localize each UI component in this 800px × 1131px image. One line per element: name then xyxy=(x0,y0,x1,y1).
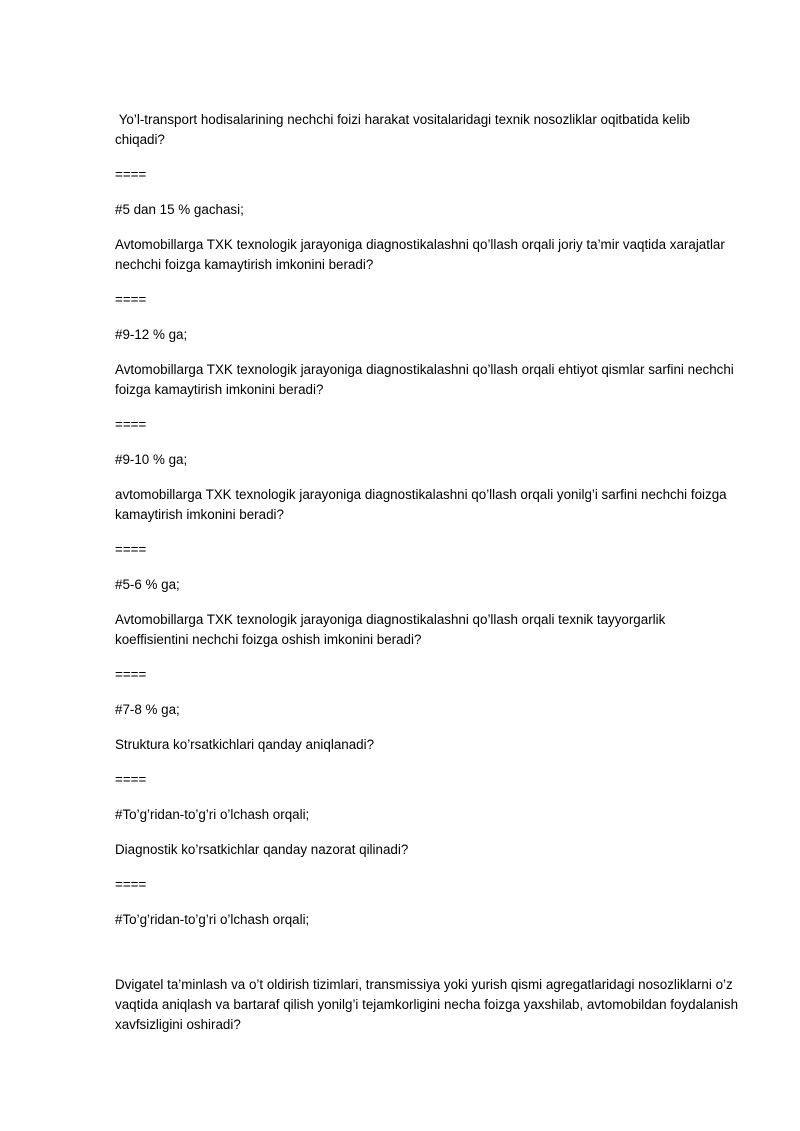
separator: ==== xyxy=(115,667,147,682)
answer-text: #7-8 % ga; xyxy=(115,702,180,717)
separator: ==== xyxy=(115,542,147,557)
question-text: Avtomobillarga TXK texnologik jarayoniga diagnostikalashni qo’llash orqali joriy ta’mir vaqtida xarajatlar nechchi foizga kamaytirish imkonini beradi? xyxy=(115,237,729,272)
separator: ==== xyxy=(115,417,147,432)
answer-text: #5-6 % ga; xyxy=(115,577,180,592)
answer-text: #9-12 % ga; xyxy=(115,327,188,342)
question-block xyxy=(115,485,740,595)
question-block xyxy=(115,110,740,220)
question-block xyxy=(115,735,740,825)
paragraph-gap xyxy=(115,945,740,975)
question-text: Yo’l-transport hodisalarining nechchi foizi harakat vositalaridagi texnik nosozliklar oqitbatida kelib chiqadi? xyxy=(115,112,694,147)
question-block xyxy=(115,360,740,470)
question-block xyxy=(115,235,740,345)
question-text: Diagnostik ko’rsatkichlar qanday nazorat qilinadi? xyxy=(115,842,409,857)
question-block xyxy=(115,840,740,930)
separator: ==== xyxy=(115,877,147,892)
answer-text: #9-10 % ga; xyxy=(115,452,188,467)
separator: ==== xyxy=(115,772,147,787)
answer-text: #To’g’ridan-to’g’ri o’lchash orqali; xyxy=(115,807,310,822)
question-text: avtomobillarga TXK texnologik jarayoniga diagnostikalashni qo’llash orqali yonilg’i sarfini nechchi foizga kamaytirish imkonini beradi? xyxy=(115,487,731,522)
document-content xyxy=(115,110,740,1050)
question-text: Avtomobillarga TXK texnologik jarayoniga diagnostikalashni qo’llash orqali texnik tayyorgarlik koeffisientini nechchi foizga oshish imkonini beradi? xyxy=(115,612,670,647)
separator: ==== xyxy=(115,292,147,307)
question-text: Avtomobillarga TXK texnologik jarayoniga diagnostikalashni qo’llash orqali ehtiyot qismlar sarfini nechchi foizga kamaytirish imkonini beradi? xyxy=(115,362,738,397)
final-question-text: Dvigatel ta’minlash va o’t oldirish tizimlari, transmissiya yoki yurish qismi agregatlaridagi nosozliklarni o’z vaqtida aniqlash va bartaraf qilish yonilg’i tejamkorligini necha foizga yaxshilab, avtomobildan foydalanish xavfsizligini oshiradi? xyxy=(115,977,742,1032)
answer-text: #5 dan 15 % gachasi; xyxy=(115,202,244,217)
question-text: Struktura ko’rsatkichlari qanday aniqlanadi? xyxy=(115,737,375,752)
separator: ==== xyxy=(115,167,147,182)
question-block xyxy=(115,610,740,720)
answer-text: #To’g’ridan-to’g’ri o’lchash orqali; xyxy=(115,912,310,927)
